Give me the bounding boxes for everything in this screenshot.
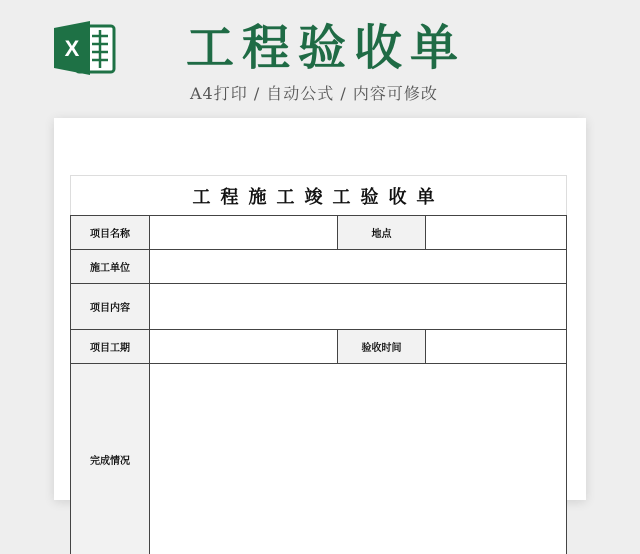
project-name-label: 项目名称 [71,216,150,250]
completion-status-label: 完成情况 [71,364,150,554]
location-label: 地点 [338,216,426,250]
page-headline: 工程验收单 [186,18,466,78]
document-sheet [54,118,586,500]
project-content-cell[interactable] [150,284,567,330]
excel-logo-icon [50,18,118,78]
completion-status-cell[interactable] [150,364,567,554]
construction-unit-label: 施工单位 [71,250,150,284]
page-subline: A4打印 / 自动公式 / 内容可修改 [190,82,460,106]
project-name-cell[interactable] [150,216,338,250]
location-cell[interactable] [426,216,567,250]
acceptance-time-cell[interactable] [426,330,567,364]
construction-unit-cell[interactable] [150,250,567,284]
form-title: 工程施工竣工验收单 [71,176,567,216]
acceptance-form-table [70,175,567,554]
acceptance-time-label: 验收时间 [338,330,426,364]
project-period-cell[interactable] [150,330,338,364]
excel-logo-letter: X [65,36,80,61]
project-period-label: 项目工期 [71,330,150,364]
project-content-label: 项目内容 [71,284,150,330]
